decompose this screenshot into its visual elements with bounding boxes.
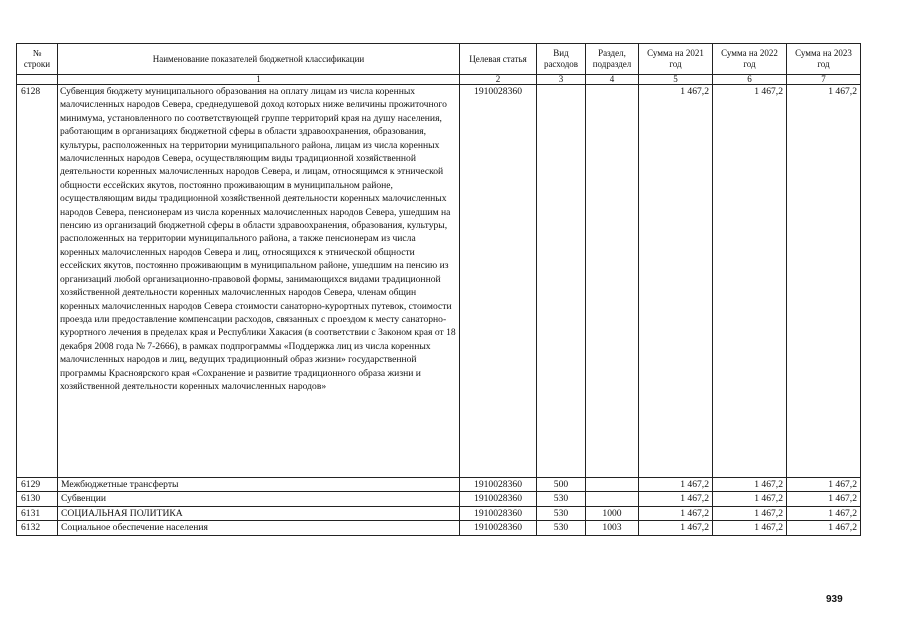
row-kind: 530	[537, 492, 586, 506]
row-sum-2023: 1 467,2	[787, 492, 861, 506]
row-name: СОЦИАЛЬНАЯ ПОЛИТИКА	[58, 506, 460, 520]
table-header-row	[17, 44, 861, 75]
table-row	[17, 506, 861, 520]
header-sum-2023: Сумма на 2023 год	[787, 44, 861, 75]
row-section	[586, 478, 639, 492]
row-kind: 500	[537, 478, 586, 492]
row-kind: 530	[537, 521, 586, 535]
column-number-row	[17, 75, 861, 85]
row-sum-2022: 1 467,2	[713, 506, 787, 520]
column-number: 4	[586, 75, 639, 85]
row-name: Межбюджетные трансферты	[58, 478, 460, 492]
row-sum-2021: 1 467,2	[639, 492, 713, 506]
header-target: Целевая статья	[460, 44, 537, 75]
row-target: 1910028360	[460, 521, 537, 535]
row-sum-2022: 1 467,2	[713, 85, 787, 478]
row-kind	[537, 85, 586, 478]
row-target: 1910028360	[460, 492, 537, 506]
row-sum-2023: 1 467,2	[787, 85, 861, 478]
row-kind: 530	[537, 506, 586, 520]
header-kind: Вид расходов	[537, 44, 586, 75]
row-number: 6132	[17, 521, 58, 535]
row-number: 6130	[17, 492, 58, 506]
column-number: 5	[639, 75, 713, 85]
row-number: 6129	[17, 478, 58, 492]
budget-table	[16, 43, 861, 536]
row-section	[586, 492, 639, 506]
table-row	[17, 478, 861, 492]
row-sum-2022: 1 467,2	[713, 492, 787, 506]
row-number: 6131	[17, 506, 58, 520]
row-sum-2023: 1 467,2	[787, 478, 861, 492]
header-section: Раздел, подраздел	[586, 44, 639, 75]
row-section	[586, 85, 639, 478]
row-sum-2021: 1 467,2	[639, 521, 713, 535]
row-number: 6128	[17, 85, 58, 478]
column-number: 2	[460, 75, 537, 85]
column-number	[17, 75, 58, 85]
row-section: 1000	[586, 506, 639, 520]
row-target: 1910028360	[460, 85, 537, 478]
row-name: Субвенция бюджету муниципального образования на оплату лицам из числа коренных малочисленных народов Севера, среднедушевой доход которых ниже величины прожиточного минимума, установленного по соответствующей группе территорий края на душу населения, работающим в организациях бюджетной сферы в области здравоохранения, образования, культуры, расположенных на территории муниципального района, лицам из числа коренных малочисленных народов Севера, осуществляющим виды традиционной хозяйственной деятельности коренных малочисленных народов Севера, и лицам, относящимся к этнической общности ессейских якутов, постоянно проживающим в муниципальном районе, осуществляющим виды традиционной хозяйственной деятельности коренных малочисленных народов Севера, пенсионерам из числа коренных малочисленных народов Севера, ушедшим на пенсию из организаций бюджетной сферы в области здравоохранения, образования, культуры, расположенных на территории муниципального района, а также пенсионерам из числа коренных малочисленных народов Севера и лиц, относящихся к этнической общности ессейских якутов, постоянно проживающим в муниципальном районе, ушедшим на пенсию из организаций любой организационно-правовой формы, занимающихся видами традиционной хозяйственной деятельности коренных малочисленных народов Севера, членам общин коренных малочисленных народов Севера стоимости санаторно-курортных путевок, стоимости проезда или предоставление компенсации расходов, связанных с проездом к месту санаторно-курортного лечения в пределах края и Республики Хакасия (в соответствии с Законом края от 18 декабря 2008 года № 7-2666), в рамках подпрограммы «Поддержка лиц из числа коренных малочисленных народов и лиц, ведущих традиционный образ жизни» государственной программы Красноярского края «Сохранение и развитие традиционного образа жизни и хозяйственной деятельности коренных малочисленных народов»	[58, 85, 460, 478]
header-name: Наименование показателей бюджетной классификации	[58, 44, 460, 75]
row-target: 1910028360	[460, 506, 537, 520]
row-target: 1910028360	[460, 478, 537, 492]
row-sum-2021: 1 467,2	[639, 478, 713, 492]
row-section: 1003	[586, 521, 639, 535]
row-sum-2021: 1 467,2	[639, 85, 713, 478]
page-number: 939	[826, 594, 843, 605]
budget-table-container	[16, 43, 860, 536]
header-sum-2022: Сумма на 2022 год	[713, 44, 787, 75]
table-row	[17, 85, 861, 478]
row-name: Субвенции	[58, 492, 460, 506]
column-number: 6	[713, 75, 787, 85]
table-row	[17, 521, 861, 535]
column-number: 7	[787, 75, 861, 85]
row-sum-2023: 1 467,2	[787, 506, 861, 520]
row-sum-2023: 1 467,2	[787, 521, 861, 535]
row-name: Социальное обеспечение населения	[58, 521, 460, 535]
column-number: 1	[58, 75, 460, 85]
header-row-no: № строки	[17, 44, 58, 75]
column-number: 3	[537, 75, 586, 85]
row-sum-2022: 1 467,2	[713, 521, 787, 535]
header-sum-2021: Сумма на 2021 год	[639, 44, 713, 75]
table-row	[17, 492, 861, 506]
row-sum-2021: 1 467,2	[639, 506, 713, 520]
row-sum-2022: 1 467,2	[713, 478, 787, 492]
